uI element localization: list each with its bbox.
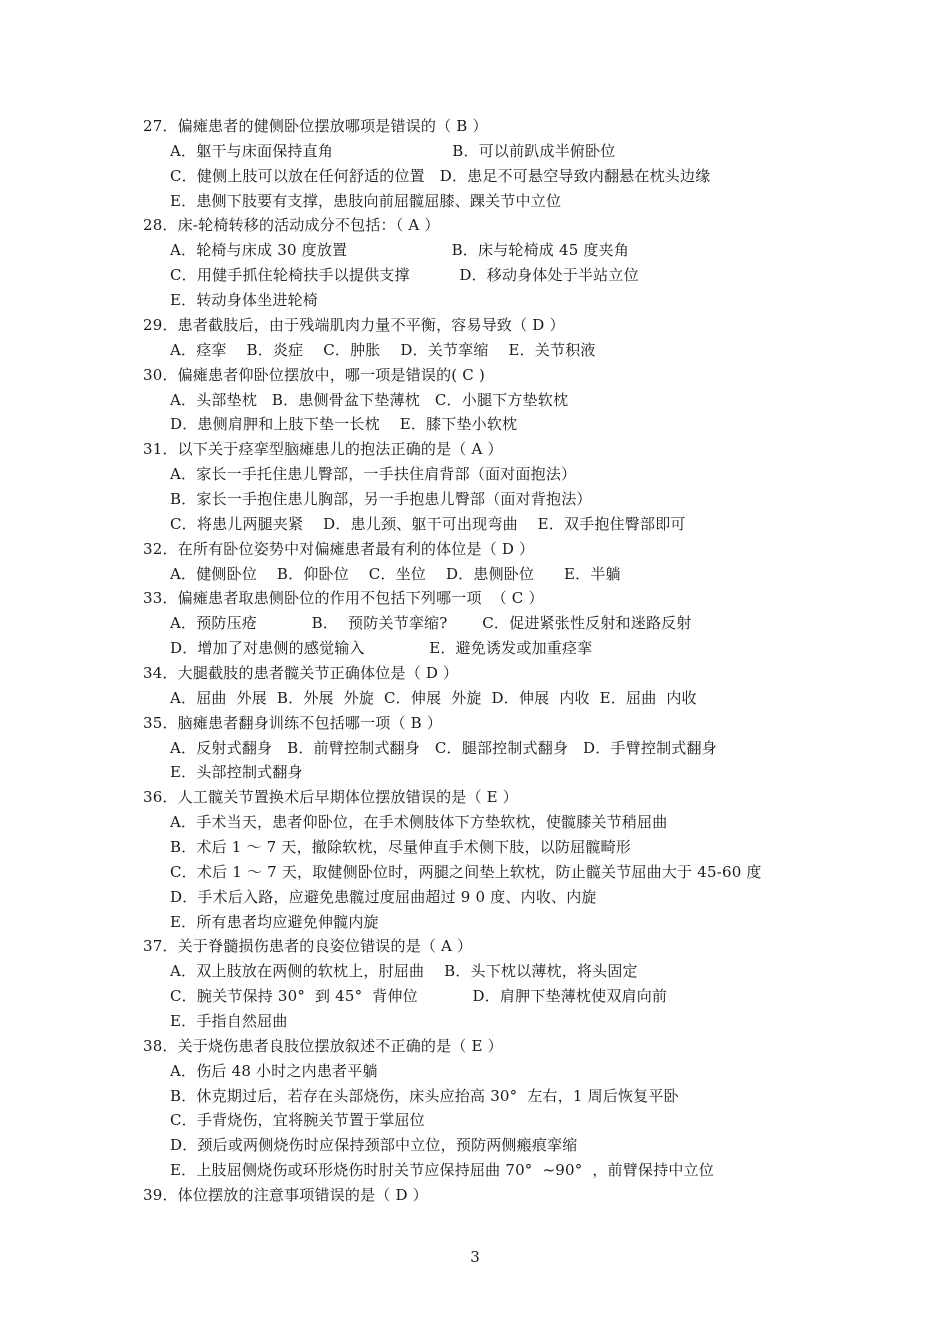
question-text: 39．体位摆放的注意事项错误的是（ D ） — [143, 1186, 428, 1204]
option-text: C．术后 1 ～ 7 天，取健侧卧位时，两腿之间垫上软枕，防止髋关节屈曲大于 45-60 度 — [170, 862, 762, 881]
page-number: 3 — [470, 1248, 480, 1266]
option-text: D．患侧肩胛和上肢下垫一长枕 E．膝下垫小软枕 — [170, 415, 518, 434]
option-text: A．双上肢放在两侧的软枕上，肘屈曲 B．头下枕以薄枕，将头固定 — [170, 962, 638, 981]
question-text: 36．人工髋关节置换术后早期体位摆放错误的是（ E ） — [143, 788, 518, 807]
option-text: C．用健手抓住轮椅扶手以提供支撑 D．移动身体处于半站立位 — [170, 266, 639, 285]
option-text: E．手指自然屈曲 — [170, 1012, 288, 1030]
option-text: A．伤后 48 小时之内患者平躺 — [170, 1061, 378, 1080]
option-text: A．痉挛 B．炎症 C．肿胀 D．关节挛缩 E．关节积液 — [170, 340, 596, 359]
option-text: C．手背烧伤，宜将腕关节置于掌屈位 — [170, 1111, 425, 1130]
option-text: A．家长一手托住患儿臀部，一手扶住肩背部（面对面抱法） — [170, 465, 577, 483]
option-text: B．休克期过后，若存在头部烧伤，床头应抬高 30° 左右，1 周后恢复平卧 — [170, 1086, 679, 1105]
option-text: E．头部控制式翻身 — [170, 763, 303, 782]
option-text: E．所有患者均应避免伸髋内旋 — [170, 912, 379, 931]
option-text: B．家长一手抱住患儿胸部，另一手抱患儿臀部（面对背抱法） — [170, 489, 592, 508]
question-text: 27．偏瘫患者的健侧卧位摆放哪项是错误的（ B ） — [143, 117, 488, 135]
option-text: C．健侧上肢可以放在任何舒适的位置 D．患足不可悬空导致内翻悬在枕头边缘 — [170, 166, 711, 185]
option-text: A．屈曲 外展 B．外展 外旋 C．伸展 外旋 D．伸展 内收 E．屈曲 内收 — [170, 688, 697, 707]
option-text: E．转动身体坐进轮椅 — [170, 291, 318, 309]
question-text: 31．以下关于痉挛型脑瘫患儿的抱法正确的是（ A ） — [143, 440, 503, 459]
question-text: 30．偏瘫患者仰卧位摆放中，哪一项是错误的( C ) — [143, 365, 486, 384]
option-text: D．手术后入路，应避免患髋过度屈曲超过 9 0 度、内收、内旋 — [170, 887, 597, 906]
option-text: A．头部垫枕 B．患侧骨盆下垫薄枕 C．小腿下方垫软枕 — [170, 390, 569, 409]
option-text: D．增加了对患侧的感觉输入 E．避免诱发或加重痉挛 — [170, 639, 593, 658]
option-text: A．反射式翻身 B．前臂控制式翻身 C．腿部控制式翻身 D．手臂控制式翻身 — [170, 738, 717, 757]
option-text: A．躯干与床面保持直角 B．可以前趴成半俯卧位 — [170, 141, 616, 160]
option-text: C．将患儿两腿夹紧 D．患儿颈、躯干可出现弯曲 E．双手抱住臀部即可 — [170, 514, 686, 533]
question-text: 38．关于烧伤患者良肢位摆放叙述不正确的是（ E ） — [143, 1036, 503, 1055]
option-text: D．颈后或两侧烧伤时应保持颈部中立位，预防两侧瘢痕挛缩 — [170, 1136, 578, 1155]
option-text: E．上肢屈侧烧伤或环形烧伤时肘关节应保持屈曲 70° ~90° ，前臂保持中立位 — [170, 1161, 714, 1180]
option-text: A．预防压疮 B． 预防关节挛缩? C．促进紧张性反射和迷路反射 — [170, 614, 692, 633]
question-text: 33．偏瘫患者取患侧卧位的作用不包括下列哪一项 （ C ） — [143, 589, 544, 608]
question-text: 28．床-轮椅转移的活动成分不包括：（ A ） — [143, 216, 440, 235]
option-text: A．手术当天，患者仰卧位，在手术侧肢体下方垫软枕，使髋膝关节稍屈曲 — [170, 813, 668, 832]
question-text: 32．在所有卧位姿势中对偏瘫患者最有利的体位是（ D ） — [143, 539, 535, 558]
option-text: A．轮椅与床成 30 度放置 B．床与轮椅成 45 度夹角 — [170, 241, 630, 260]
option-text: B．术后 1 ～ 7 天，撤除软枕，尽量伸直手术侧下肢，以防屈髋畸形 — [170, 837, 631, 856]
question-text: 29．患者截肢后，由于残端肌肉力量不平衡，容易导致（ D ） — [143, 315, 565, 334]
question-text: 37．关于脊髓损伤患者的良姿位错误的是（ A ） — [143, 937, 473, 956]
question-text: 35．脑瘫患者翻身训练不包括哪一项（ B ） — [143, 713, 443, 732]
option-text: C．腕关节保持 30° 到 45° 背伸位 D．肩胛下垫薄枕使双肩向前 — [170, 987, 668, 1006]
question-text: 34．大腿截肢的患者髋关节正确体位是（ D ） — [143, 663, 459, 682]
option-text: A．健侧卧位 B．仰卧位 C．坐位 D．患侧卧位 E．半躺 — [170, 564, 621, 583]
option-text: E．患侧下肢要有支撑，患肢向前屈髋屈膝、踝关节中立位 — [170, 191, 562, 210]
